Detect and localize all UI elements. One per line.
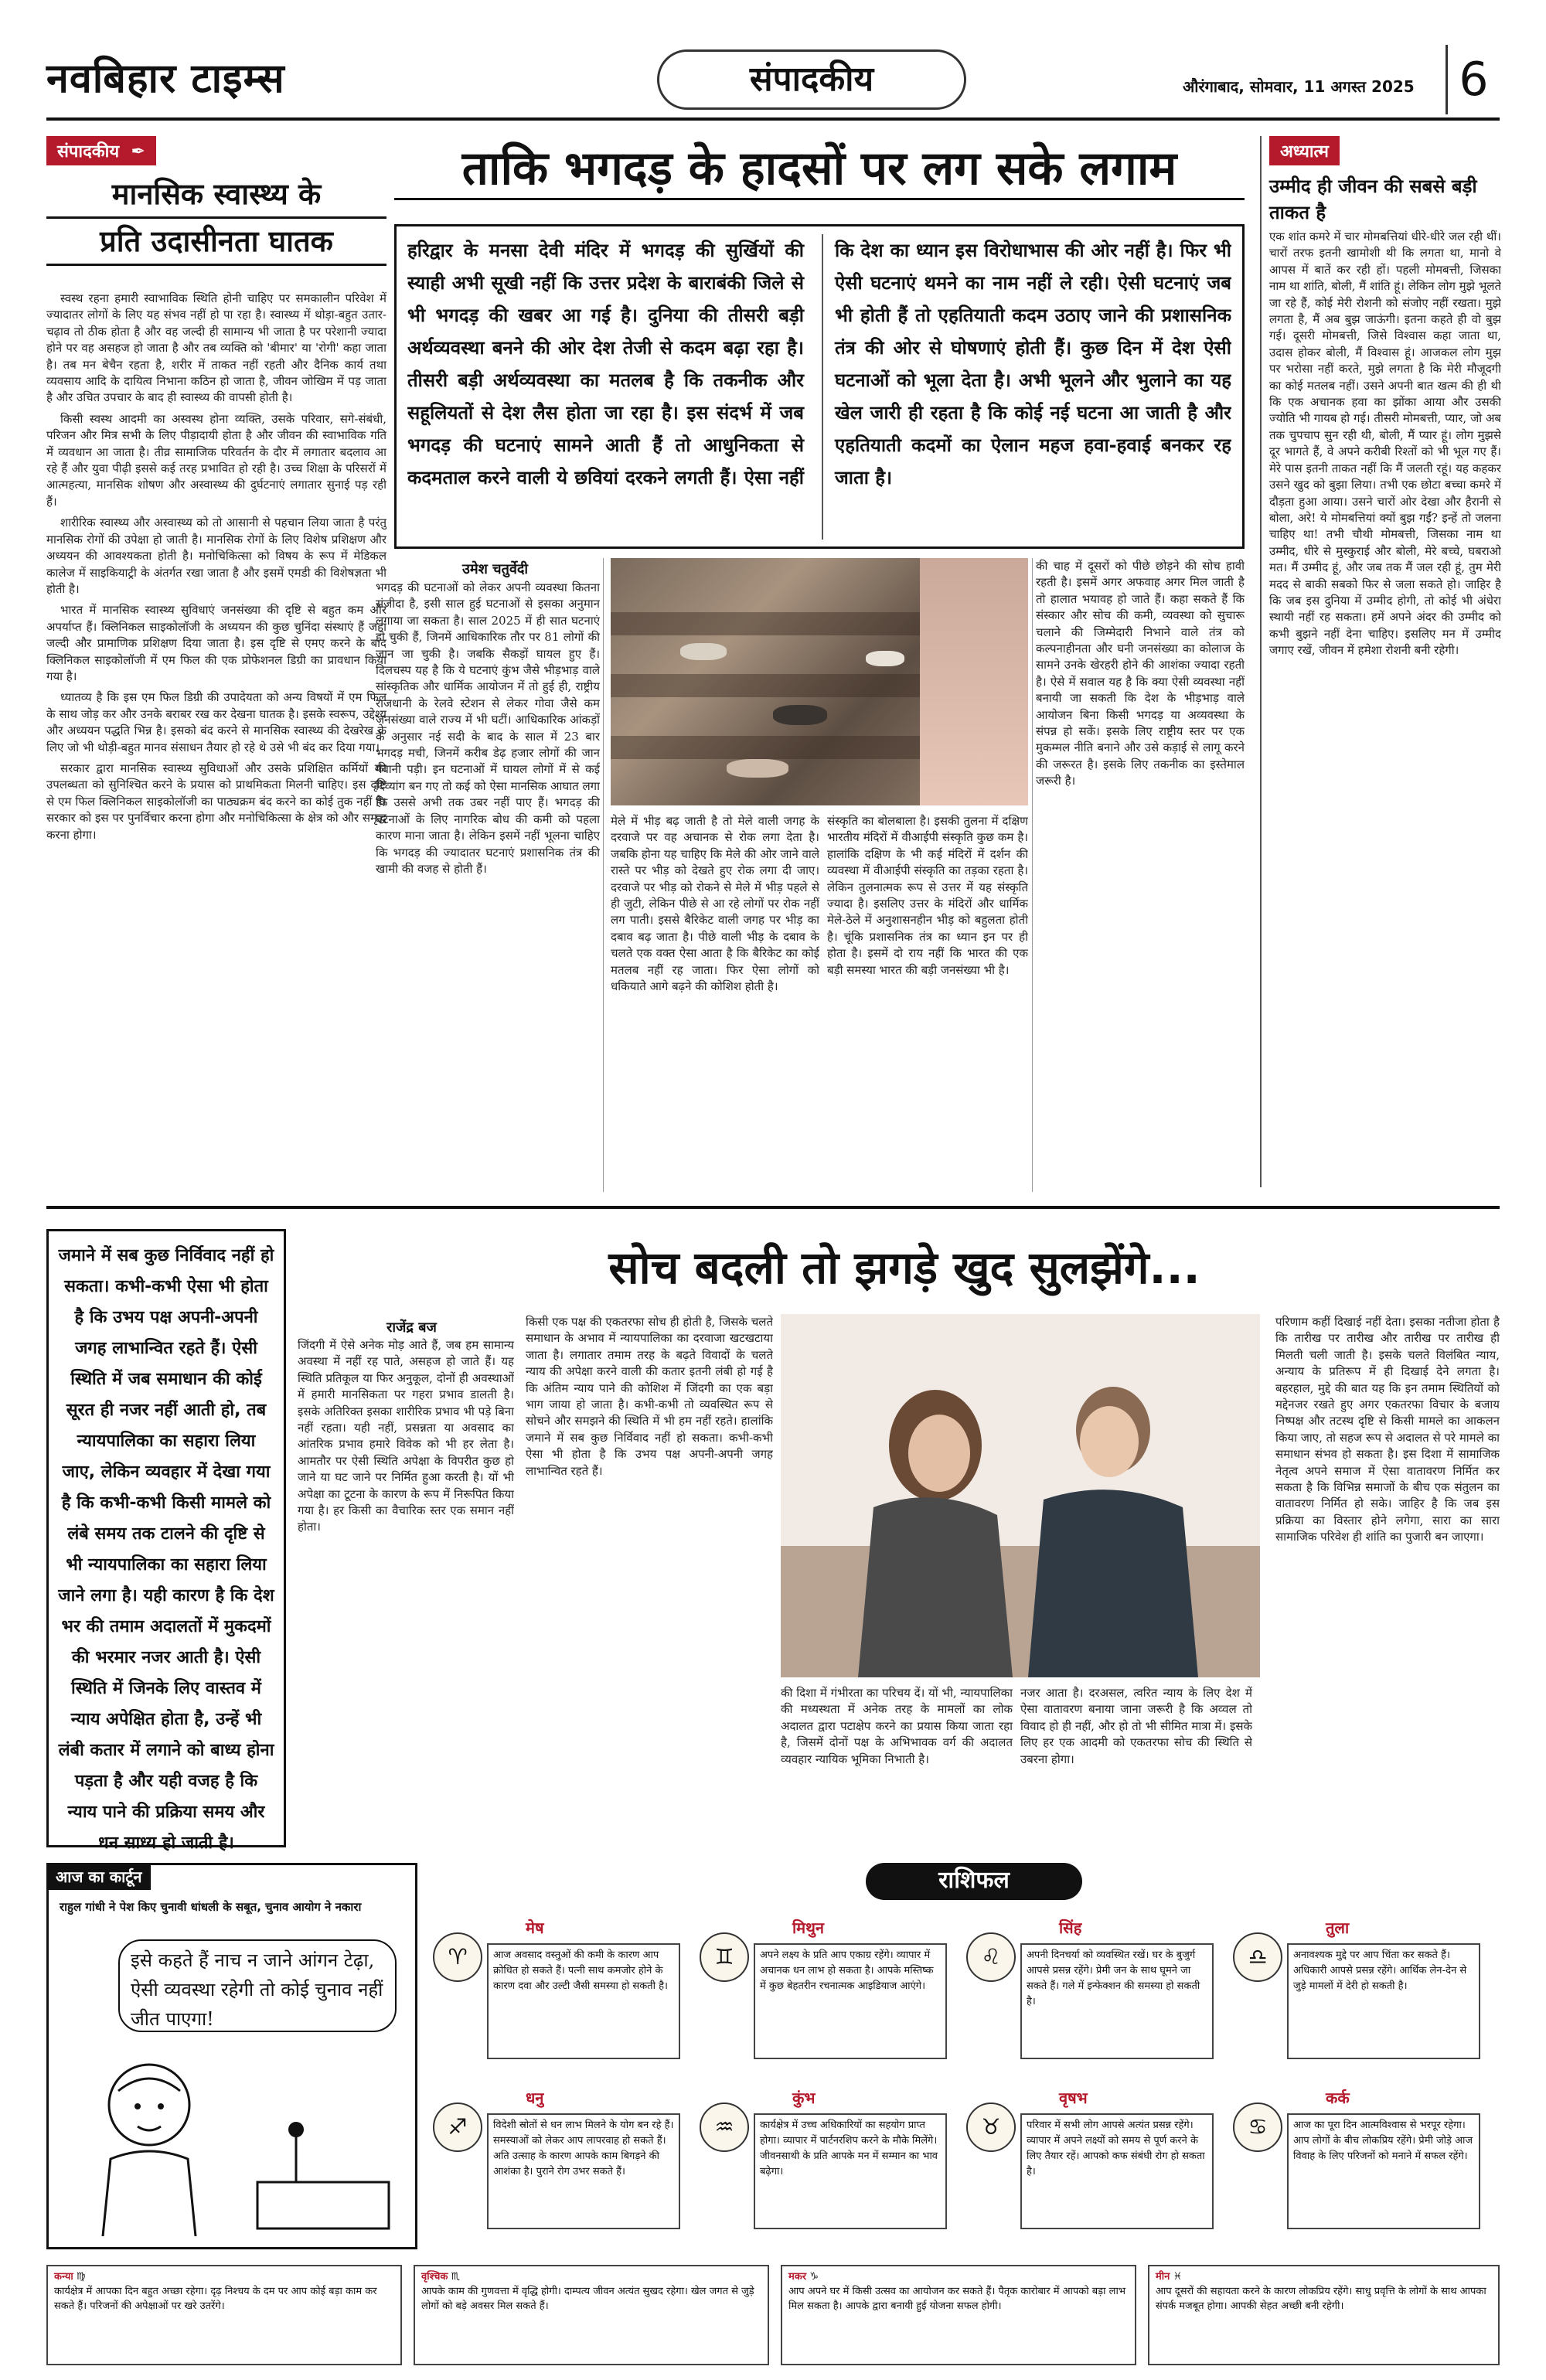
paragraph: भारत में मानसिक स्वास्थ्य सुविधाएं जनसंख्या की दृष्टि से बहुत कम और अपर्याप्त हैं। क्लिनिकल साइकोलॉजी के अध्ययन की कुछ चुनिंदा संस्थाएं हैं जहां जल्दी और प्रामाणिक प्रशिक्षण दिया जाता है। इस दृष्टि से एमए करने के बाद क्लिनिकल साइकोलॉजी में एम फिल की एक प्रोफेशनल डिग्री का प्रावधान किया गया है। [46, 603, 386, 683]
zodiac-gemini [700, 1917, 951, 2072]
zodiac-name: मेष [526, 1919, 544, 1937]
daily-cartoon [46, 1863, 417, 2249]
paragraph: ध्यातव्य है कि इस एम फिल डिग्री की उपादेयता को अन्य विषयों में एम फिल के साथ जोड़ कर और उनके बराबर रख कर देखना घातक है। इसके स्वरूप, उद्देश्य और अध्ययन पद्धति भिन्न है। इसको बंद करने से मानसिक स्वास्थ्य की देखरेख के लिए जो भी थोड़ी-बहुत मानव संसाधन तैयार हो रहे थे उसे भी बंद कर दिया गया। [46, 690, 386, 754]
photo-debris [773, 705, 827, 725]
zodiac-libra [1233, 1917, 1484, 2072]
second-article-column: किसी एक पक्ष की एकतरफा सोच ही होती है, जिसके चलते समाधान के अभाव में न्यायपालिका का दरवाजा खटखटाया जाता है। लगातार तमाम तरह के बढ़ते विवादों के चलते न्याय की अपेक्षा करने वाली की कतार इतनी लंबी हो गई है कि अंतिम न्याय पाने की कोशिश में जिंदगी का एक बड़ा भाग जाया हो जाता है। कभी-कभी तो व्यवस्थित रूप से सोचने और समझने की स्थिति में भी हम नहीं रहते। हालांकि जमाने में सब कुछ निर्विवाद नहीं हो सकता। कभी-कभी ऐसा भी होता है कि उभय पक्ष अपनी-अपनी जगह लाभान्वित रहते हैं। [526, 1315, 773, 1478]
capricorn-icon: ♑ [809, 2271, 819, 2283]
pull-quote-text: जमाने में सब कुछ निर्विवाद नहीं हो सकता। कभी-कभी ऐसा भी होता है कि उभय पक्ष अपनी-अपनी जगह लाभान्वित रहते हैं। ऐसी स्थिति में जब समाधान की कोई सूरत ही नजर नहीं आती हो, तब न्यायपालिका का सहारा लिया जाए, लेकिन व्यवहार में देखा गया है कि कभी-कभी किसी मामले को लंबे समय तक टालने की दृष्टि से भी न्यायपालिका का सहारा लिया जाने लगा है। यही कारण है कि देश भर की तमाम अदालतों में मुकदमों की भरमार नजर आती है। ऐसी स्थिति में जिनके लिए वास्तव में न्याय अपेक्षित होता है, उन्हें भी लंबी कतार में लगाने को बाध्य होना पड़ता है और यही वजह है कि न्याय पाने की प्रक्रिया समय और धन साध्य हो जाती है। [58, 1246, 274, 1853]
cartoon-drawing [64, 2043, 404, 2236]
zodiac-name: वृश्चिक [421, 2271, 448, 2283]
masthead-rule [46, 117, 1500, 121]
left-title-line2: प्रति उदासीनता घातक [46, 216, 386, 266]
zodiac-name: धनु [526, 2089, 544, 2107]
scorpio-icon: ♏ [451, 2271, 461, 2283]
photo-debris [680, 643, 727, 660]
main-article-column: भगदड़ की घटनाओं को लेकर अपनी व्यवस्था कितना संजीदा है, इसी साल हुई घटनाओं से इसका अनुमान लगाया जा सकता है। साल 2025 में ही सात घटनाएं हो चुकी हैं, जिनमें आधिकारिक तौर पर 81 लोगों की जान जा चुकी है। जबकि सैकड़ों घायल हुए हैं। दिलचस्प यह है कि ये घटनाएं कुंभ जैसे भीड़भाड़ वाले सांस्कृतिक और धार्मिक आयोजन में तो हुई ही, राष्ट्रीय राजधानी के रेलवे स्टेशन से लेकर गोवा जैसे कम जनसंख्या वाले राज्य में भी घटीं। आधिकारिक आंकड़ों के अनुसार नई सदी के बाद के साल में 23 बार भगदड़ मची, जिनमें करीब डेढ़ हजार लोगों की जान गंवानी पड़ी। इन घटनाओं में घायल लोगों में से कई दिव्यांग बन गए तो कई को ऐसा मानसिक आघात लगा कि उससे अभी तक उबर नहीं पाए हैं। भगदड़ की घटनाओं के लिए नागरिक बोध की कमी को पहला कारण माना जाता है। लेकिन इसमें नहीं भूलना चाहिए कि भगदड़ की ज्यादातर घटनाएं प्रशासनिक तंत्र की खामी की वजह से होती हैं। [376, 581, 600, 876]
pen-icon: ✒ [124, 142, 145, 162]
zodiac-prediction: अनावश्यक मुद्दे पर आप चिंता कर सकते हैं। अधिकारी आपसे प्रसन्न रहेंगे। आर्थिक लेन-देन से जुड़े मामलों में देरी हो सकती है। [1287, 1943, 1480, 2059]
paragraph: स्वस्थ रहना हमारी स्वाभाविक स्थिति होनी चाहिए पर समकालीन परिवेश में ज्यादातर लोगों के लिए यह संभव नहीं हो पा रहा है। स्वास्थ्य में थोड़ा-बहुत उतार-चढ़ाव तो ठीक होता है और वह जल्दी ही सामान्य भी जाता है पर परेशानी ज्यादा होने पर वह असहज हो जाता है और तब व्यक्ति को 'बीमार' या 'रोगी' कहा जाता है। तब मन बेचैन रहता है, शरीर में ताकत नहीं रहती और दैनिक कार्य तथा व्यवसाय आदि के दायित्व निभाना कठिन हो जाता है, जीवन जोखिम में पड़ जाता है और उचित उपचार के बाद ही स्वास्थ्य की वापसी होती है। [46, 291, 386, 405]
zodiac-name: मकर [788, 2271, 807, 2283]
couple-illustration [781, 1314, 1260, 1677]
zodiac-taurus [966, 2087, 1217, 2242]
second-headline: सोच बदली तो झगड़े खुद सुलझेंगे... [608, 1241, 1200, 1294]
horoscope-title: राशिफल [866, 1863, 1082, 1900]
masthead [46, 42, 1500, 127]
main-headline-text: ताकि भगदड़ के हादसों पर लग सके लगाम [461, 141, 1177, 196]
second-byline: राजेंद्र बज [386, 1319, 437, 1336]
second-article-column: की दिशा में गंभीरता का परिचय दें। यों भी, न्यायपालिका की मध्यस्थता में अनेक तरह के मामलों का लोक अदालत द्वारा पटाक्षेप करने का प्रयास किया जाता रहा है, जिसमें दोनों पक्ष के अभिभावक वर्ग की अदालत व्यवहार न्यायिक भूमिका निभाती है। [781, 1686, 1013, 1766]
zodiac-prediction: अपने लक्ष्य के प्रति आप एकाग्र रहेंगे। व्यापार में अचानक धन लाभ हो सकता है। आपके मस्तिष्क में कुछ बेहतरीन रचनात्मक आइडियाज आएंगे। [754, 1943, 947, 2059]
newspaper-brand: नवबिहार टाइम्स [46, 55, 285, 102]
zodiac-prediction: विदेशी स्रोतों से धन लाभ मिलने के योग बन रहे हैं। समस्याओं को लेकर आप लापरवाह हो सकते हैं। अति उत्साह के कारण आपके काम बिगड़ने की आशंका है। पुराने रोग उभर सकते हैं। [487, 2113, 680, 2229]
right-column [1260, 136, 1500, 1187]
zodiac-prediction: आपके काम की गुणवत्ता में वृद्धि होगी। दाम्पत्य जीवन अत्यंत सुखद रहेगा। खेल जगत से जुड़े लोगों को बड़े अवसर मिल सकते हैं। [421, 2286, 754, 2312]
aries-icon: ♈ [433, 1932, 482, 1982]
right-article-title: उम्मीद ही जीवन की सबसे बड़ी ताकत है [1269, 175, 1477, 223]
lede-divider [822, 234, 823, 540]
zodiac-prediction: आप अपने घर में किसी उत्सव का आयोजन कर सकते हैं। पैतृक कारोबार में आपको बड़ा लाभ मिल सकता है। आपके द्वारा बनायी हुई योजना सफल होगी। [788, 2286, 1125, 2312]
cancer-icon: ♋ [1233, 2103, 1282, 2152]
horoscope-section [433, 1863, 1500, 2296]
paragraph: शारीरिक स्वास्थ्य और अस्वास्थ्य को तो आसानी से पहचान लिया जाता है परंतु मानसिक रोगों की उपेक्षा हो जाती है। मानसिक रोगों के लिए विशेष प्रशिक्षण और अध्ययन की आवश्यकता होती है। मनोचिकित्सा को विषय के रूप में मेडिकल कालेज में साइकियाट्री के अंतर्गत रखा जाता है और इसमें एमडी की विशेषज्ञता भी होती है। [46, 516, 386, 596]
zodiac-name: मिथुन [792, 1919, 825, 1937]
couple-photo [781, 1314, 1260, 1677]
left-article-body [46, 291, 386, 1187]
page-number: 6 [1446, 45, 1500, 114]
zodiac-name: सिंह [1059, 1919, 1082, 1937]
zodiac-pisces [1148, 2265, 1500, 2365]
zodiac-name: कुंभ [792, 2089, 816, 2107]
spirituality-tag: अध्यात्म [1269, 136, 1340, 165]
photo-debris [727, 759, 788, 778]
pull-quote-box [46, 1229, 286, 1853]
zodiac-prediction: आज का पूरा दिन आत्मविश्वास से भरपूर रहेगा। आप लोगों के बीच लोकप्रिय रहेंगे। प्रेमी जोड़े आज विवाह के लिए परिजनों को मनाने में सफल रहेंगे। [1287, 2113, 1480, 2229]
gemini-icon: ♊ [700, 1932, 749, 1982]
leo-icon: ♌ [966, 1932, 1016, 1982]
photo-debris [866, 651, 904, 666]
main-article-column: की चाह में दूसरों को पीछे छोड़ने की सोच हावी रहती है। इसमें अगर अफवाह अगर मिल जाती है तो हालात भयावह हो जाते हैं। कहा सकते हैं कि संस्कार और सोच की कमी, व्यवस्था को सुचारू चलाने की जिम्मेदारी निभाने वाले तंत्र को कल्पनाहीनता और घनी जनसंख्या का कोलाज के सामने उनके खेरहरी होने की आशंका ज्यादा रहती है। ऐसे में सवाल यह है कि क्या ऐसी व्यवस्था नहीं बनायी जा सकती कि देश के भीड़भाड़ वाले आयोजन बिना किसी भगदड़ या अव्यवस्था के संपन्न हो सकें। इसके लिए राष्ट्रीय स्तर पर एक मुकम्मल नीति बनाने और उसे कड़ाई से लागू करने की जरूरत है। इसके लिए तकनीक का इस्तेमाल जरूरी है। [1036, 559, 1245, 788]
zodiac-prediction: आप दूसरों की सहायता करने के कारण लोकप्रिय रहेंगे। साधु प्रवृत्ति के लोगों के साथ आपका संपर्क मजबूत होगा। आपकी सेहत अच्छी बनी रहेगी। [1156, 2286, 1486, 2312]
main-headline [394, 136, 1245, 201]
lede-box [394, 224, 1245, 549]
zodiac-prediction: परिवार में सभी लोग आपसे अत्यंत प्रसन्न रहेंगे। व्यापार में अपने लक्ष्यों को समय से पूर्ण करने के लिए तैयार रहें। आपको कफ संबंधी रोग हो सकता है। [1020, 2113, 1214, 2229]
sagittarius-icon: ♐ [433, 2103, 482, 2152]
zodiac-name: कन्या [54, 2271, 73, 2283]
zodiac-leo [966, 1917, 1217, 2072]
pisces-icon: ♓ [1173, 2271, 1183, 2283]
dateline: औरंगाबाद, सोमवार, 11 अगस्त 2025 [1183, 77, 1415, 96]
cartoon-caption: राहुल गांधी ने पेश किए चुनावी धांधली के सबूत, चुनाव आयोग ने नकारा [60, 1900, 362, 1914]
virgo-icon: ♍ [76, 2271, 86, 2283]
zodiac-prediction: आज अवसाद वस्तुओं की कमी के कारण आप क्रोधित हो सकते हैं। पत्नी साथ कमजोर होने के कारण दवा और उल्टी जैसी समस्या हो सकती है। [487, 1943, 680, 2059]
column-rule [1032, 558, 1033, 1192]
headline-rule [394, 198, 1245, 200]
stampede-photo [611, 558, 1028, 805]
paragraph: किसी स्वस्थ आदमी का अस्वस्थ होना व्यक्ति, उसके परिवार, सगे-संबंधी, परिजन और मित्र सभी के लिए पीड़ादायी होता है और जीवन की स्वाभाविक गति में व्यवधान आ जाता है। तीव्र सामाजिक परिवर्तन के दौर में लगातार बदलाव आ रहे हैं और युवा पीढ़ी इससे कई तरह प्रभावित हो रही है। उच्च शिक्षा के परिसरों में आत्महत्या, मानसिक शोषण और अस्वास्थ्य की दुर्घटनाएं लगातार सुनाई पड़ रही हैं। [46, 411, 386, 509]
zodiac-cancer [1233, 2087, 1484, 2242]
second-article-column: परिणाम कहीं दिखाई नहीं देता। इसका नतीजा होता है कि तारीख पर तारीख और तारीख पर तारीख ही मिलती चली जाती है। इसके चलते विलंबित न्याय, अन्याय के प्रतिरूप में ही दिखाई देने लगता है। बहरहाल, मुद्दे की बात यह कि इन तमाम स्थितियों को मद्देनजर रखते हुए अगर एकतरफा विचार के बजाय निष्पक्ष और तटस्थ दृष्टि से किसी मामले का आकलन किया जाए, तो सहज रूप से अदालत से परे मामले का समाधान संभव हो सकता है। इस दिशा में सामाजिक नेतृत्व अपने समाज में ऐसा वातावरण निर्मित कर सकता है कि विभिन्न समाजों के बीच एक संतुलन का वातावरण निर्मित हो सके। जाहिर है कि जब इस प्रक्रिया का विस्तार होने लगेगा, सारा का सारा सामाजिक परिवेश ही शांति का पुजारी बन जाएगा। [1275, 1315, 1500, 1544]
right-article-body: एक शांत कमरे में चार मोमबत्तियां धीरे-धीरे जल रही थीं। चारों तरफ इतनी खामोशी थी कि लगता था, मानो वे आपस में बातें कर रही हों। पहली मोमबत्ती, जिसका नाम था शांति, बोली, मैं शांति हूं। लेकिन लोग मुझे भूलते जा रहे हैं, कोई मेरी रोशनी को संजोए नहीं रखता। मुझे लगता है, मैं अब बुझ जाऊंगी। इतना कहते ही वो बुझ गई। दूसरी मोमबत्ती, जिसे विश्वास कहा जाता था, उदास होकर बोली, मैं विश्वास हूं। आजकल लोग मुझ पर भरोसा नहीं करते, मुझे लगता है कि मेरी मौजूदगी का कोई मतलब नहीं। उसने अपनी बात खत्म की ही थी कि एक अचानक हवा का झोंका आया और उसकी ज्योति भी गायब हो गई। तीसरी मोमबत्ती, प्यार, जो अब तक चुपचाप सुन रही थी, बोली, मैं प्यार हूं। लोग मुझसे दूर भागते हैं, वे अपने करीबी रिश्तों को भी भूल गए हैं। मेरे पास इतनी ताकत नहीं कि मैं जलती रहूं। यह कहकर उसने खुद को बुझा लिया। तभी एक छोटा बच्चा कमरे में दौड़ता हुआ आया। उसने चारों ओर देखा और हैरानी से बोला, अरे! ये मोमबत्तियां क्यों बुझ गईं? इन्हें तो जलना चाहिए था! तभी चौथी मोमबत्ती, जिसका नाम था उम्मीद, धीरे से मुस्कुराई और बोली, मेरे बच्चे, घबराओ मत। मैं उम्मीद हूं, और जब तक मैं जल रही हूं, तुम मेरी मदद से बाकी सबको फिर से जला सकते हो। जाहिर है कि जब इस दुनिया में उम्मीद होगी, तो कोई भी अंधेरा स्थायी नहीं रह सकता। हमें अपने अंदर की उम्मीद को कभी बुझने नहीं देना चाहिए। इसलिए मन में उम्मीद जगाए रखें, जीवन में हमेशा रोशनी बनी रहेगी। [1269, 230, 1501, 658]
left-title-line1: मानसिक स्वास्थ्य के [111, 177, 322, 211]
left-article-title [46, 172, 386, 266]
zodiac-aries [433, 1917, 684, 2072]
column-rule [603, 558, 604, 1192]
lede-text: हरिद्वार के मनसा देवी मंदिर में भगदड़ की सुर्खियों की स्याही अभी सूखी नहीं कि उत्तर प्रदेश के बाराबंकी जिले से भी भगदड़ की खबर आ गई है। दुनिया की तीसरी बड़ी अर्थव्यवस्था बनने की ओर देश तेजी से कदम बढ़ा रहा है। तीसरी बड़ी अर्थव्यवस्था का मतलब है कि तकनीक और सहूलियतों से देश लैस होता जा रहा है। इस संदर्भ में जब भगदड़ की घटनाएं सामने आती हैं तो आधुनिकता से कदमताल करने वाली ये छवियां दरकने लगती हैं। ऐसा नहीं कि देश का ध्यान इस विरोधाभास की ओर नहीं है। फिर भी ऐसी घटनाएं थमने का नाम नहीं ले रही। ऐसी घटनाएं जब भी होती हैं तो एहतियाती कदम उठाए जाने की प्रशासनिक तंत्र की ओर से घोषणाएं होती हैं। कुछ दिन में देश ऐसी घटनाओं को भूला देता है। अभी भूलने और भुलाने का यह खेल जारी ही रहता है कि कोई नई घटना आ जाती है और एहतियाती कदमों का ऐलान महज हवा-हवाई बनकर रह जाता है। [407, 240, 1231, 489]
main-byline: उमेश चतुर्वेदी [462, 561, 529, 577]
section-divider [46, 1206, 1500, 1209]
left-editorial [46, 136, 386, 1187]
paragraph: सरकार द्वारा मानसिक स्वास्थ्य सुविधाओं और उसके प्रशिक्षित कर्मियों की उपलब्धता को सुनिश्चित करने के प्रयास को प्राथमिकता मिलनी चाहिए। इस दृष्टि से एम फिल क्लिनिकल साइकोलॉजी का पाठ्यक्रम बंद करने का कोई तुक नहीं है। सरकार को इस पर पुनर्विचार करना होगा और मनोचिकित्सा के क्षेत्र को और समृद्ध करना होगा। [46, 761, 386, 842]
zodiac-virgo [46, 2265, 402, 2365]
main-article-column: मेले में भीड़ बढ़ जाती है तो मेले वाली जगह के दरवाजे पर वह अचानक से रोक लगा देता है। जबकि होना यह चाहिए कि मेले की ओर जाने वाले रास्ते पर भीड़ को देखते हुए रोक लगा दी जाए। दरवाजे पर भीड़ को रोकने से मेले में भीड़ पहले से ही जुटी, लेकिन पीछे से आ रहे लोगों पर रोक नहीं लग पाती। इससे बैरिकेट वाली जगह पर भीड़ का दबाव बढ़ जाता है। पीछे वाली भीड़ के दबाव के चलते एक वक्त ऐसा आता है कि बैरिकेट का कोई मतलब नहीं रह जाता। फिर ऐसा लोगों को धकियाते आगे बढ़ने की कोशिश होती है। [611, 814, 819, 994]
zodiac-sagittarius [433, 2087, 684, 2242]
horoscope-extra-row [46, 2265, 1500, 2365]
main-article-column: संस्कृति का बोलबाला है। इसकी तुलना में दक्षिण भारतीय मंदिरों में वीआईपी संस्कृति कुछ कम है। हालांकि दक्षिण के भी कई मंदिरों में दर्शन की व्यवस्था में वीआईपी संस्कृति का तड़का रहता है। लेकिन तुलनात्मक रूप से उत्तर में यह संस्कृति ज्यादा है। इसलिए उत्तर के मंदिरों और धार्मिक मेले-ठेले में अनुशासनहीन भीड़ को बहुलता होती है। चूंकि प्रशासनिक तंत्र का ध्यान इन पर ही होता है। इसमें दो राय नहीं कि भारत की एक बड़ी समस्या भारत की बड़ी जनसंख्या भी है। [827, 814, 1028, 977]
aquarius-icon: ♒ [700, 2103, 749, 2152]
taurus-icon: ♉ [966, 2103, 1016, 2152]
speech-bubble: इसे कहते हैं नाच न जाने आंगन टेढ़ा, ऐसी व्यवस्था रहेगी तो कोई चुनाव नहीं जीत पाएगा! [118, 1939, 397, 2032]
zodiac-aquarius [700, 2087, 951, 2242]
section-tag: संपादकीय ✒ [46, 136, 156, 165]
section-title: संपादकीय [657, 49, 966, 110]
libra-icon: ♎ [1233, 1932, 1282, 1982]
zodiac-prediction: कार्यक्षेत्र में उच्च अधिकारियों का सहयोग प्राप्त होगा। व्यापार में पार्टनरशिप करने के मौके मिलेंगे। जीवनसाथी के प्रति आपके मन में सम्मान का भाव बढ़ेगा। [754, 2113, 947, 2229]
cartoon-tag: आज का कार्टून [46, 1863, 151, 1890]
zodiac-prediction: कार्यक्षेत्र में आपका दिन बहुत अच्छा रहेगा। दृढ़ निश्चय के दम पर आप कोई बड़ा काम कर सकते हैं। परिजनों की अपेक्षाओं पर खरे उतरेंगे। [54, 2286, 377, 2312]
zodiac-capricorn [781, 2265, 1136, 2365]
zodiac-name: तुला [1326, 1919, 1350, 1937]
zodiac-name: मीन [1156, 2271, 1170, 2283]
zodiac-prediction: अपनी दिनचर्या को व्यवस्थित रखें। घर के बुजुर्ग आपसे प्रसन्न रहेंगे। प्रेमी जन के साथ घूमने जा सकते हैं। गले में इन्फेक्शन की समस्या हो सकती है। [1020, 1943, 1214, 2059]
photo-wall [920, 558, 1028, 805]
zodiac-name: वृषभ [1059, 2089, 1088, 2107]
second-article-column: जिंदगी में ऐसे अनेक मोड़ आते हैं, जब हम सामान्य अवस्था में नहीं रह पाते, असहज हो जाते हैं। यह स्थिति प्रतिकूल या फिर अनुकूल, दोनों ही अवस्थाओं में हमारी मानसिकता पर गहरा प्रभाव डालती है। इसके अतिरिक्त इसका शारीरिक प्रभाव भी पड़े बिना नहीं रहता। यही नहीं, प्रसन्नता या अवसाद का आंतरिक प्रभाव हमारे विवेक को भी हर लेता है। आमतौर पर ऐसी स्थिति अपेक्षा के विपरीत कुछ हो जाने या घट जाने पर निर्मित हुआ करती है। यों भी अपेक्षा का टूटना के कारण के रूप में निरूपित किया गया है। हर किसी का वैचारिक स्तर एक समान नहीं होता। [298, 1338, 514, 1534]
zodiac-scorpio [414, 2265, 769, 2365]
zodiac-name: कर्क [1326, 2089, 1350, 2107]
second-article-column: नजर आता है। दरअसल, त्वरित न्याय के लिए देश में ऐसा वातावरण बनाया जाना जरूरी है कि अव्वल तो विवाद हो ही नहीं, और हो तो भी सीमित मात्रा में। इसके लिए हर एक आदमी को एकतरफा सोच की स्थिति से उबरना होगा। [1020, 1686, 1252, 1766]
